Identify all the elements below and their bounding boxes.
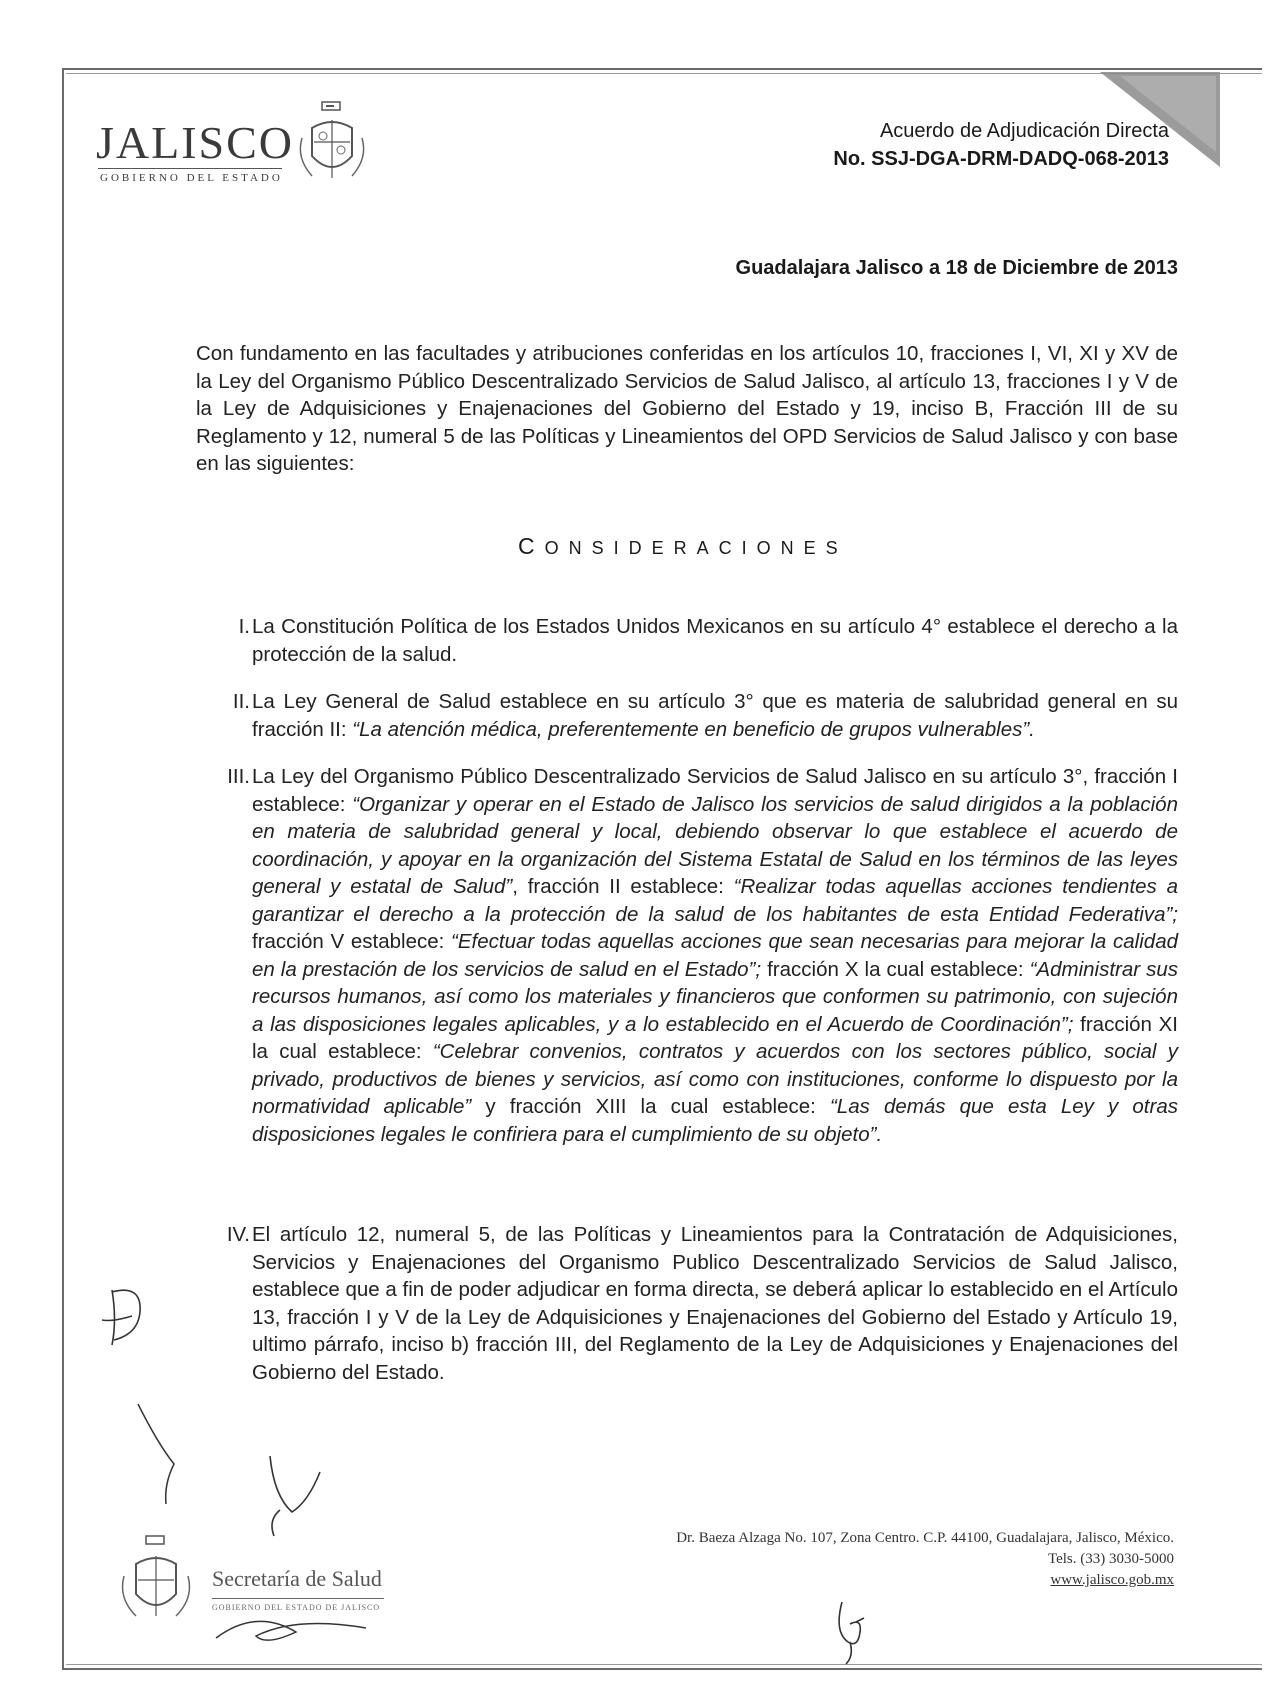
item-text	[252, 763, 1178, 1148]
margin-signature	[260, 1450, 330, 1540]
document-type: Acuerdo de Adjudicación Directa	[879, 120, 1169, 142]
item-quote: “Organizar y operar en el Estado de Jalisco los servicios de salud dirigidos a la población en materia de salubridad general y local, debiendo observar lo que establece el acuerdo de coordinación, y apoyar en la organización del Sistema Estatal de Salud en los términos de las leyes general y estatal de Salud”	[252, 792, 1178, 898]
item-text-segment: fracción X la cual establece:	[761, 957, 1030, 981]
list-item	[200, 613, 1178, 668]
coat-of-arms-icon	[292, 98, 372, 198]
footer-signature	[212, 1608, 372, 1648]
item-text	[252, 688, 1178, 743]
coat-of-arms-icon	[112, 1532, 202, 1642]
secretaria-salud-logo	[112, 1528, 412, 1648]
intro-paragraph: Con fundamento en las facultades y atribuciones conferidas en los artículos 10, fracciones I, VI, XI y XV de la Ley del Organismo Público Descentralizado Servicios de Salud Jalisco, al artículo 13, fracciones I y V de la Ley de Adquisiciones y Enajenaciones del Gobierno del Estado y 19, inciso B, Fracción III de su Reglamento y 12, numeral 5 de las Políticas y Lineamientos del OPD Servicios de Salud Jalisco y con base en las siguientes:	[196, 342, 1178, 475]
item-number: III.	[227, 765, 250, 788]
list-item	[200, 763, 1178, 1148]
section-title-rest: ONSIDERACIONES	[544, 538, 848, 558]
footer-contact	[676, 1528, 1174, 1591]
item-quote: “La atención médica, preferentemente en beneficio de grupos vulnerables”.	[352, 717, 1035, 741]
item-quote: “Las demás que esta Ley y otras disposiciones legales le confiriera para el cumplimiento de su objeto”.	[252, 1095, 1178, 1146]
item-text-segment: La Ley General de Salud establece en su artículo 3° que es materia de salubridad general en su fracción II:	[252, 690, 1178, 741]
item-number: II.	[232, 690, 250, 713]
website-link[interactable]: www.jalisco.gob.mx	[1050, 1572, 1174, 1588]
item-quote: “Realizar todas aquellas acciones tendientes a garantizar el derecho a la protección de la salud de los habitantes de esta Entidad Federativa”;	[252, 875, 1178, 926]
item-text-segment: fracción V establece:	[252, 930, 452, 953]
item-text-segment: La Constitución Política de los Estados Unidos Mexicanos en su artículo 4° establece el derecho a la protección de la salud.	[252, 615, 1178, 666]
item-text-segment: , fracción II establece:	[512, 875, 734, 898]
org-name: Secretaría de Salud	[212, 1566, 382, 1591]
org-rule	[212, 1598, 384, 1599]
org-subtitle: GOBIERNO DEL ESTADO DE JALISCO	[212, 1603, 381, 1612]
margin-signature	[92, 1280, 152, 1360]
section-title-initial: C	[518, 533, 545, 559]
item-text-segment: y fracción XIII la cual establece:	[471, 1095, 830, 1118]
document-identifier	[833, 117, 1169, 173]
document-number: No. SSJ-DGA-DRM-DADQ-068-2013	[833, 148, 1169, 170]
bottom-initials	[828, 1598, 878, 1668]
section-title	[518, 533, 848, 560]
item-number: IV.	[226, 1223, 250, 1246]
item-text-segment: fracción XI la cual establece:	[252, 1012, 1178, 1063]
item-text	[252, 1221, 1178, 1386]
list-item	[200, 1221, 1178, 1386]
item-quote: “Efectuar todas aquellas acciones que sean necesarias para mejorar la calidad en la prestación de los servicios de salud en el Estado”;	[252, 930, 1178, 981]
jalisco-logo	[96, 98, 376, 198]
document-date: Guadalajara Jalisco a 18 de Diciembre de 2013	[735, 257, 1178, 279]
phone-line: Tels. (33) 3030-5000	[1047, 1551, 1174, 1567]
logo-subtitle: GOBIERNO DEL ESTADO	[100, 172, 283, 184]
address-line: Dr. Baeza Alzaga No. 107, Zona Centro. C.P. 44100, Guadalajara, Jalisco, México.	[676, 1530, 1174, 1546]
logo-rule	[98, 168, 282, 169]
margin-signature	[130, 1400, 190, 1510]
item-text-segment: El artículo 12, numeral 5, de las Políticas y Lineamientos para la Contratación de Adquisiciones, Servicios y Enajenaciones del Organismo Publico Descentralizado Servicios de Salud Jalisco, establece que a fin de poder adjudicar en forma directa, se deberá aplicar lo establecido en el Artículo 13, fracción I y V de la Ley de Adquisiciones y Enajenaciones del Gobierno del Estado y Artículo 19, ultimo párrafo, inciso b) fracción III, del Reglamento de la Ley de Adquisiciones y Enajenaciones del Gobierno del Estado.	[252, 1223, 1178, 1384]
list-item	[200, 688, 1178, 743]
item-quote: “Celebrar convenios, contratos y acuerdos con los sectores público, social y privado, productivos de bienes y servicios, así como con instituciones, conforme lo dispuesto por la normatividad aplicable”	[252, 1040, 1178, 1118]
item-text-segment: La Ley del Organismo Público Descentralizado Servicios de Salud Jalisco en su artículo 3°, fracción I establece:	[252, 765, 1178, 816]
logo-wordmark: JALISCO	[96, 117, 295, 168]
item-number: I.	[238, 615, 250, 638]
item-quote: “Administrar sus recursos humanos, así como los materiales y financieros que conformen su patrimonio, con sujeción a las disposiciones legales aplicables, y a lo establecido en el Acuerdo de Coordinación”;	[252, 957, 1178, 1036]
item-text	[252, 613, 1178, 668]
